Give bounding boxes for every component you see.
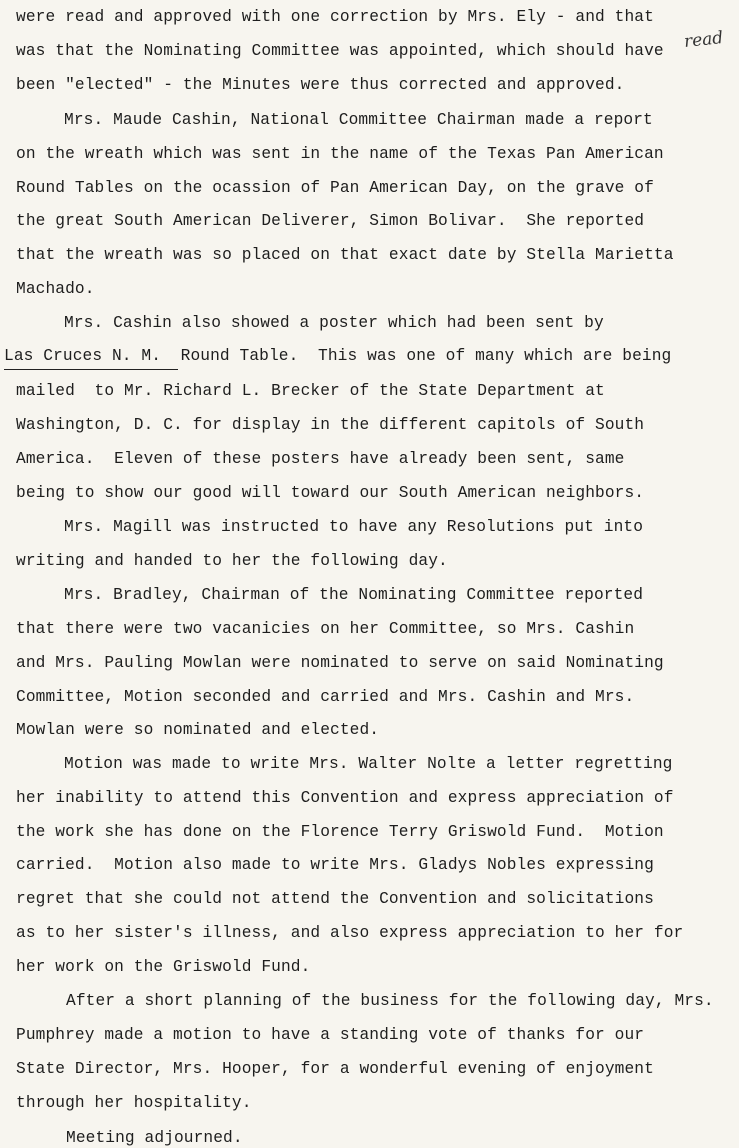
doc-line: Meeting adjourned. xyxy=(66,1129,243,1147)
doc-line: her inability to attend this Convention and express appreciation of xyxy=(16,789,674,807)
doc-line: Washington, D. C. for display in the different capitols of South xyxy=(16,416,645,434)
doc-line: State Director, Mrs. Hooper, for a wonderful evening of enjoyment xyxy=(16,1060,654,1078)
doc-line: carried. Motion also made to write Mrs. Gladys Nobles expressing xyxy=(16,856,654,874)
doc-line: that the wreath was so placed on that exact date by Stella Marietta xyxy=(16,246,674,264)
doc-line: been "elected" - the Minutes were thus corrected and approved. xyxy=(16,76,625,94)
doc-line: Mrs. Magill was instructed to have any Resolutions put into xyxy=(64,518,644,536)
doc-line: mailed to Mr. Richard L. Brecker of the State Department at xyxy=(16,382,605,400)
doc-line: that there were two vacanicies on her Committee, so Mrs. Cashin xyxy=(16,620,635,638)
doc-line: Pumphrey made a motion to have a standing vote of thanks for our xyxy=(16,1026,645,1044)
doc-line: Mrs. Bradley, Chairman of the Nominating Committee reported xyxy=(64,586,644,604)
doc-line: on the wreath which was sent in the name of the Texas Pan American xyxy=(16,145,664,163)
doc-line: Motion was made to write Mrs. Walter Nolte a letter regretting xyxy=(64,755,673,773)
doc-line: After a short planning of the business for the following day, Mrs. xyxy=(66,992,714,1010)
doc-line: regret that she could not attend the Convention and solicitations xyxy=(16,890,654,908)
handwritten-underline xyxy=(4,369,178,370)
margin-note: read xyxy=(683,28,725,52)
doc-line: Mrs. Cashin also showed a poster which had been sent by xyxy=(64,314,604,332)
doc-line: Machado. xyxy=(16,280,95,298)
doc-line: Committee, Motion seconded and carried and Mrs. Cashin and Mrs. xyxy=(16,688,635,706)
doc-line: and Mrs. Pauling Mowlan were nominated to serve on said Nominating xyxy=(16,654,664,672)
doc-line: as to her sister's illness, and also express appreciation to her for xyxy=(16,924,684,942)
doc-line: Las Cruces N. M. Round Table. This was one of many which are being xyxy=(4,347,672,365)
doc-line: Mrs. Maude Cashin, National Committee Chairman made a report xyxy=(64,111,653,129)
doc-line: America. Eleven of these posters have already been sent, same xyxy=(16,450,625,468)
doc-line: was that the Nominating Committee was appointed, which should have xyxy=(16,42,664,60)
doc-line: were read and approved with one correction by Mrs. Ely - and that xyxy=(16,8,654,26)
doc-line: through her hospitality. xyxy=(16,1094,252,1112)
doc-line: Mowlan were so nominated and elected. xyxy=(16,721,380,739)
doc-line: her work on the Griswold Fund. xyxy=(16,958,311,976)
doc-line: Round Tables on the ocassion of Pan American Day, on the grave of xyxy=(16,179,654,197)
doc-line: the work she has done on the Florence Terry Griswold Fund. Motion xyxy=(16,823,664,841)
doc-line: the great South American Deliverer, Simon Bolivar. She reported xyxy=(16,212,645,230)
doc-line: writing and handed to her the following day. xyxy=(16,552,448,570)
doc-line: being to show our good will toward our South American neighbors. xyxy=(16,484,645,502)
